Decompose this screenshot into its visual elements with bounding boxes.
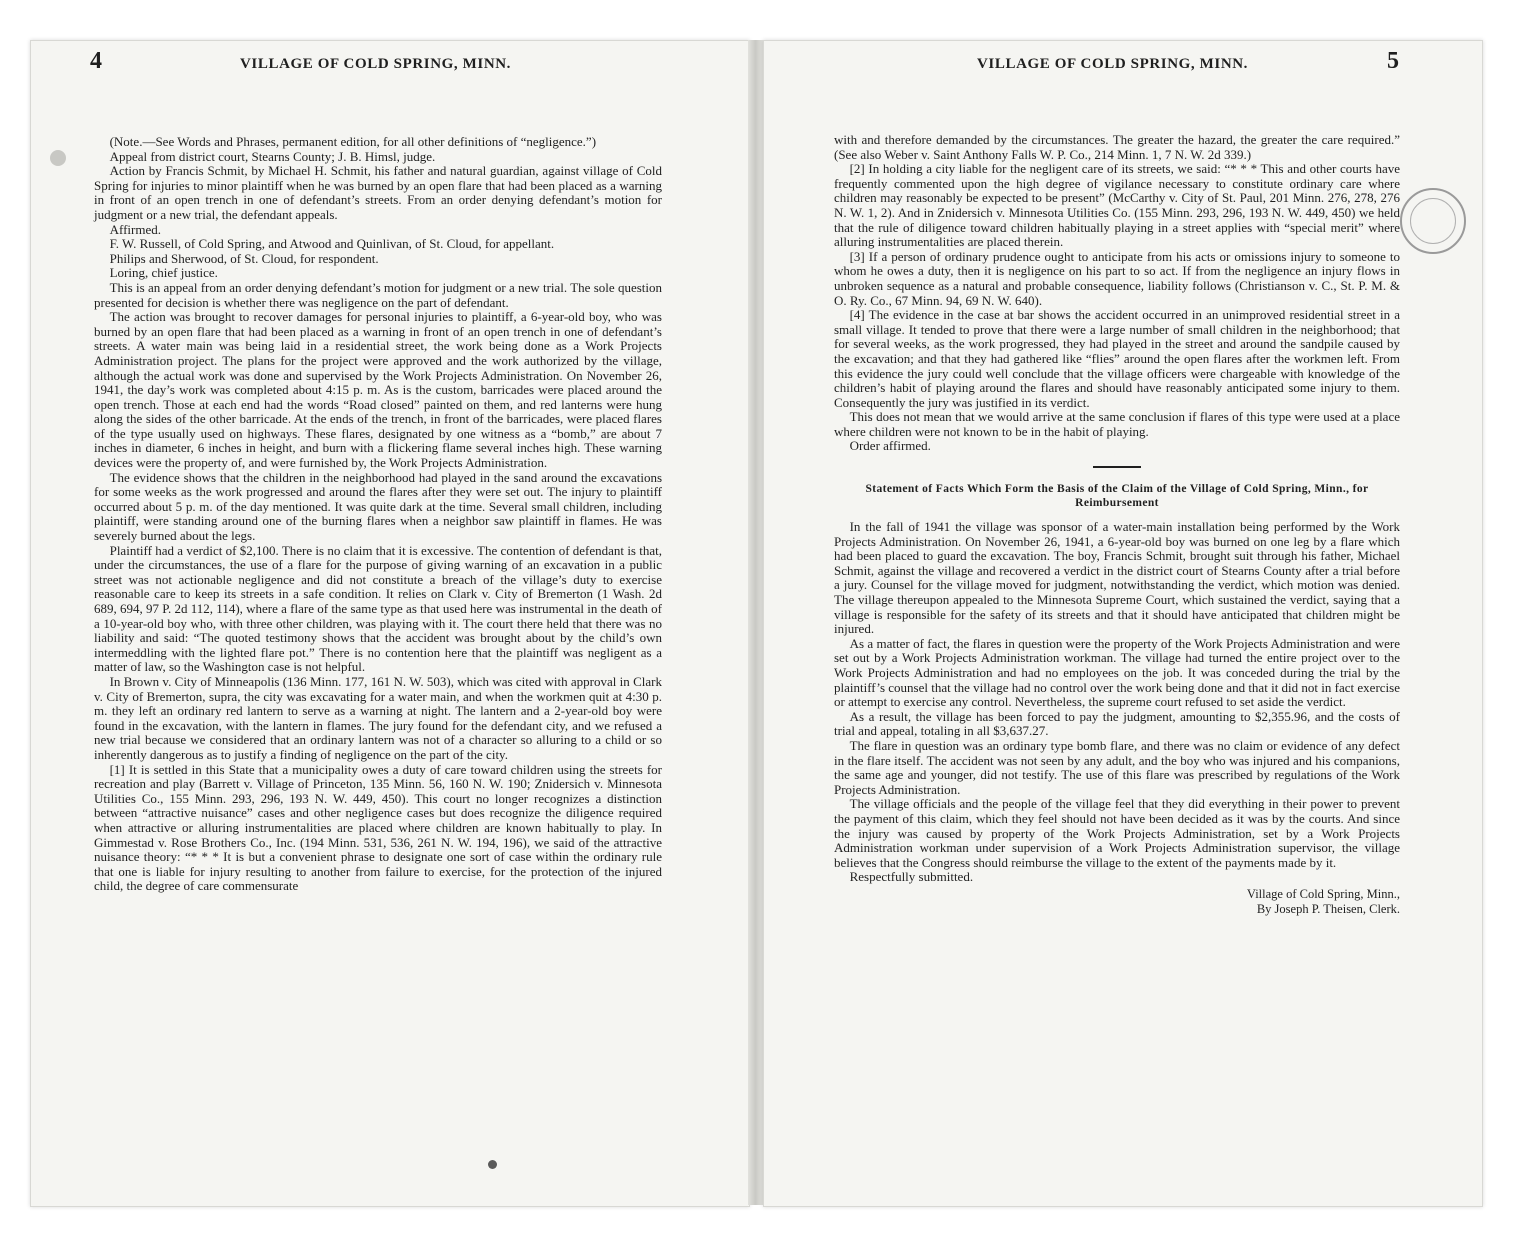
paragraph: with and therefore demanded by the circumstances. The greater the hazard, the greater the care required.” (See also Weber v. Saint Anthony Falls W. P. Co., 214 Minn. 1, 7 N. W. 2d 339.)	[834, 132, 1400, 162]
paragraph: (Note.—See Words and Phrases, permanent edition, for all other definitions of “negligence.”)	[109, 134, 597, 149]
scan-blemish	[50, 150, 66, 166]
right-page-header	[977, 48, 1400, 80]
paragraph: The action was brought to recover damages for personal injuries to plaintiff, a 6-year-old boy, who was burned by an open flare that had been placed as a warning in front of an open trench in one of defendant’s streets. A water main was being laid in a residential street, the work being done as a Work Projects Administration project. The plans for the project were approved and the work authorized by the village, although the actual work was done and supervised by the Work Projects Administration. On November 26, 1941, the day’s work was completed about 4:15 p. m. As is the custom, barricades were placed around the open trench. Those at each end had the words “Road closed” painted on them, and red lanterns were hung along the sides of the other barricade. At the ends of the trench, in front of the barricades, were placed flares of the type usually used on highways. These flares, designated by one witness as a “bomb,” are about 7 inches in diameter, 6 inches in height, and burn with a flickering flame several inches high. These warning devices were the property of, and were furnished by, the Work Projects Administration.	[94, 309, 662, 471]
paragraph: In the fall of 1941 the village was sponsor of a water-main installation being performed by the Work Projects Administration. On November 26, 1941, a 6-year-old boy was burned on one leg by a flare which had been placed to guard the excavation. The boy, Francis Schmit, brought suit through his father, Michael Schmit, against the village and recovered a verdict in the district court of Stearns County after a trial before a jury. Counsel for the village moved for judgment, notwithstanding the verdict, which motion was denied. The village thereupon appealed to the Minnesota Supreme Court, which sustained the verdict, saying that a village is responsible for the safety of its streets and that it should have anticipated that children might be injured.	[834, 519, 1400, 637]
paragraph: The village officials and the people of the village feel that they did everything in their power to prevent the payment of this claim, which they feel should not have been decided as it was by the courts. And since the injury was caused by property of the Work Projects Administration, set by a Work Projects Administration workman under supervision of a Work Projects Administration supervisor, the village believes that the Congress should reimburse the village to the extent of the payments made by it.	[834, 796, 1400, 870]
paragraph: [3] If a person of ordinary prudence ought to anticipate from his acts or omissions injury to someone to whom he owes a duty, then it is negligence on his part to so act. If from the negligence an injury flows in unbroken sequence as a natural and probable consequence, liability follows (Christianson v. C., St. P. M. & O. Ry. Co., 67 Minn. 94, 69 N. W. 640).	[834, 248, 1400, 308]
paragraph: Action by Francis Schmit, by Michael H. Schmit, his father and natural guardian, against village of Cold Spring for injuries to minor plaintiff when he was burned by an open flare that had been placed as a warning in front of an open trench in one of defendant’s streets. From an order denying defendant’s motion for judgment or a new trial, the defendant appeals.	[94, 163, 662, 222]
paragraph: Affirmed.	[109, 221, 161, 237]
left-running-title: VILLAGE OF COLD SPRING, MINN.	[240, 56, 512, 72]
signature-line: Village of Cold Spring, Minn.,	[1246, 886, 1400, 901]
paragraph: The flare in question was an ordinary type bomb flare, and there was no claim or evidence of any defect in the flare itself. The accident was not seen by any adult, and the boy who was injured and his companions, the same age and younger, did not testify. The use of this flare was prescribed by regulations of the Work Projects Administration.	[834, 737, 1400, 797]
ink-spot	[488, 1160, 497, 1169]
paragraph: [4] The evidence in the case at bar shows the accident occurred in an unimproved residential street in a small village. It tended to prove that there were a large number of small children in the neighborhood; that for several weeks, as the work progressed, they had played in the street and around the sandpile caused by the excavation; and that they had gathered like “flies” around the open flares after the workmen left. From this evidence the jury could well conclude that the village officers were chargeable with knowledge of the children’s habit of playing around the flares and should have reasonably anticipated some injury to them. Consequently the jury was justified in its verdict.	[834, 307, 1400, 410]
right-running-title: VILLAGE OF COLD SPRING, MINN.	[977, 56, 1249, 72]
signature-block	[834, 887, 1400, 917]
right-body-text	[834, 133, 1400, 917]
paragraph: In Brown v. City of Minneapolis (136 Minn. 177, 161 N. W. 503), which was cited with approval in Clark v. City of Bremerton, supra, the city was excavating for a water main, and when the workmen quit at 4:30 p. m. they left an ordinary red lantern to serve as a warning at night. The lantern and a 2-year-old boy were found in the excavation, with the lantern in flames. The jury found for the defendant city, and we refused a new trial because we considered that an ordinary lantern was not of a character so alluring to a child or so inherently dangerous as to justify a finding of negligence on the part of the city.	[94, 673, 662, 762]
paragraph: F. W. Russell, of Cold Spring, and Atwood and Quinlivan, of St. Cloud, for appellant.	[109, 236, 555, 252]
right-page-number: 5	[1387, 48, 1400, 74]
paragraph: Loring, chief justice.	[109, 265, 218, 281]
paragraph: This does not mean that we would arrive at the same conclusion if flares of this type were used at a place where children were not known to be in the habit of playing.	[834, 409, 1400, 439]
paragraph: [1] It is settled in this State that a municipality owes a duty of care toward children using the streets for recreation and play (Barrett v. Village of Princeton, 135 Minn. 56, 160 N. W. 190; Znidersich v. Minnesota Utilities Co., 155 Minn. 293, 296, 193 N. W. 449, 450). This court no longer recognizes a distinction between “attractive nuisance” cases and other negligence cases but does recognize the diligence required when attractive or alluring instrumentalities are placed where children are known habitually to play. In Gimmestad v. Rose Brothers Co., Inc. (194 Minn. 531, 536, 261 N. W. 194, 196), we said of the attractive nuisance theory: “* * * It is but a convenient phrase to designate one sort of case within the ordinary rule that one is liable for injury resulting to another from failure to exercise, for the protection of the injured child, the degree of care commensurate	[94, 761, 662, 894]
book-gutter	[748, 40, 763, 1205]
paragraph: Respectfully submitted.	[849, 869, 974, 885]
paragraph: The evidence shows that the children in the neighborhood had played in the sand around the excavations for some weeks as the work progressed and around the flares after they were set out. The injury to plaintiff occurred about 5 p. m. of the day mentioned. It was quite dark at the time. Several small children, including plaintiff, were standing around one of the burning flares when a neighbor saw plaintiff in flames. He was severely burned about the legs.	[94, 469, 662, 544]
paragraph: As a matter of fact, the flares in question were the property of the Work Projects Administration and were set out by a Work Projects Administration workman. The village had turned the entire project over to the Work Projects Administration and had no employees on the job. It was conceded during the trial by the plaintiff’s counsel that the village had no control over the work being done and that it did not in fact exercise or attempt to exercise any control. Nevertheless, the supreme court refused to set aside the verdict.	[834, 635, 1400, 710]
section-divider	[1093, 466, 1141, 468]
left-body-text	[94, 135, 662, 894]
library-stamp-icon	[1400, 188, 1466, 254]
stamp-inner-ring	[1410, 198, 1456, 244]
signature-line: By Joseph P. Theisen, Clerk.	[1256, 901, 1400, 916]
paragraph: Appeal from district court, Stearns County; J. B. Himsl, judge.	[109, 148, 436, 164]
paragraph: Philips and Sherwood, of St. Cloud, for respondent.	[109, 250, 379, 266]
paragraph: This is an appeal from an order denying defendant’s motion for judgment or a new trial. The sole question presented for decision is whether there was negligence on the part of defendant.	[94, 279, 662, 310]
statement-heading: Statement of Facts Which Form the Basis of the Claim of the Village of Cold Spring, Minn., for Reimbursement	[865, 483, 1369, 510]
paragraph: [2] In holding a city liable for the negligent care of its streets, we said: “* * * This and other courts have frequently commented upon the high degree of vigilance necessary to constitute ordinary care where children may reasonably be expected to be present” (McCarthy v. City of St. Paul, 201 Minn. 276, 278, 276 N. W. 1, 2). And in Znidersich v. Minnesota Utilities Co. (155 Minn. 293, 296, 193 N. W. 449, 450) we held that the rule of diligence toward children habitually playing in a street applies with “special merit” where alluring instrumentalities are placed therein.	[834, 161, 1400, 250]
left-page-number: 4	[90, 48, 103, 74]
paragraph: Plaintiff had a verdict of $2,100. There is no claim that it is excessive. The contention of defendant is that, under the circumstances, the use of a flare for the purpose of giving warning of an excavation in a public street was not actionable negligence and did not constitute a breach of the village’s duty to exercise reasonable care to keep its streets in a safe condition. It relies on Clark v. City of Bremerton (1 Wash. 2d 689, 694, 97 P. 2d 112, 114), where a flare of the same type as that used here was instrumental in the death of a 10-year-old boy who, with three other children, was playing with it. The court there held that there was no liability and said: “The quoted testimony shows that the accident was brought about by the child’s own intermeddling with the lighted flare pot.” There is no contention here that the plaintiff was negligent as a matter of law, so the Washington case is not helpful.	[94, 542, 662, 675]
paragraph: Order affirmed.	[849, 438, 931, 454]
paragraph: As a result, the village has been forced to pay the judgment, amounting to $2,355.96, and the costs of trial and appeal, totaling in all $3,637.27.	[834, 708, 1400, 739]
